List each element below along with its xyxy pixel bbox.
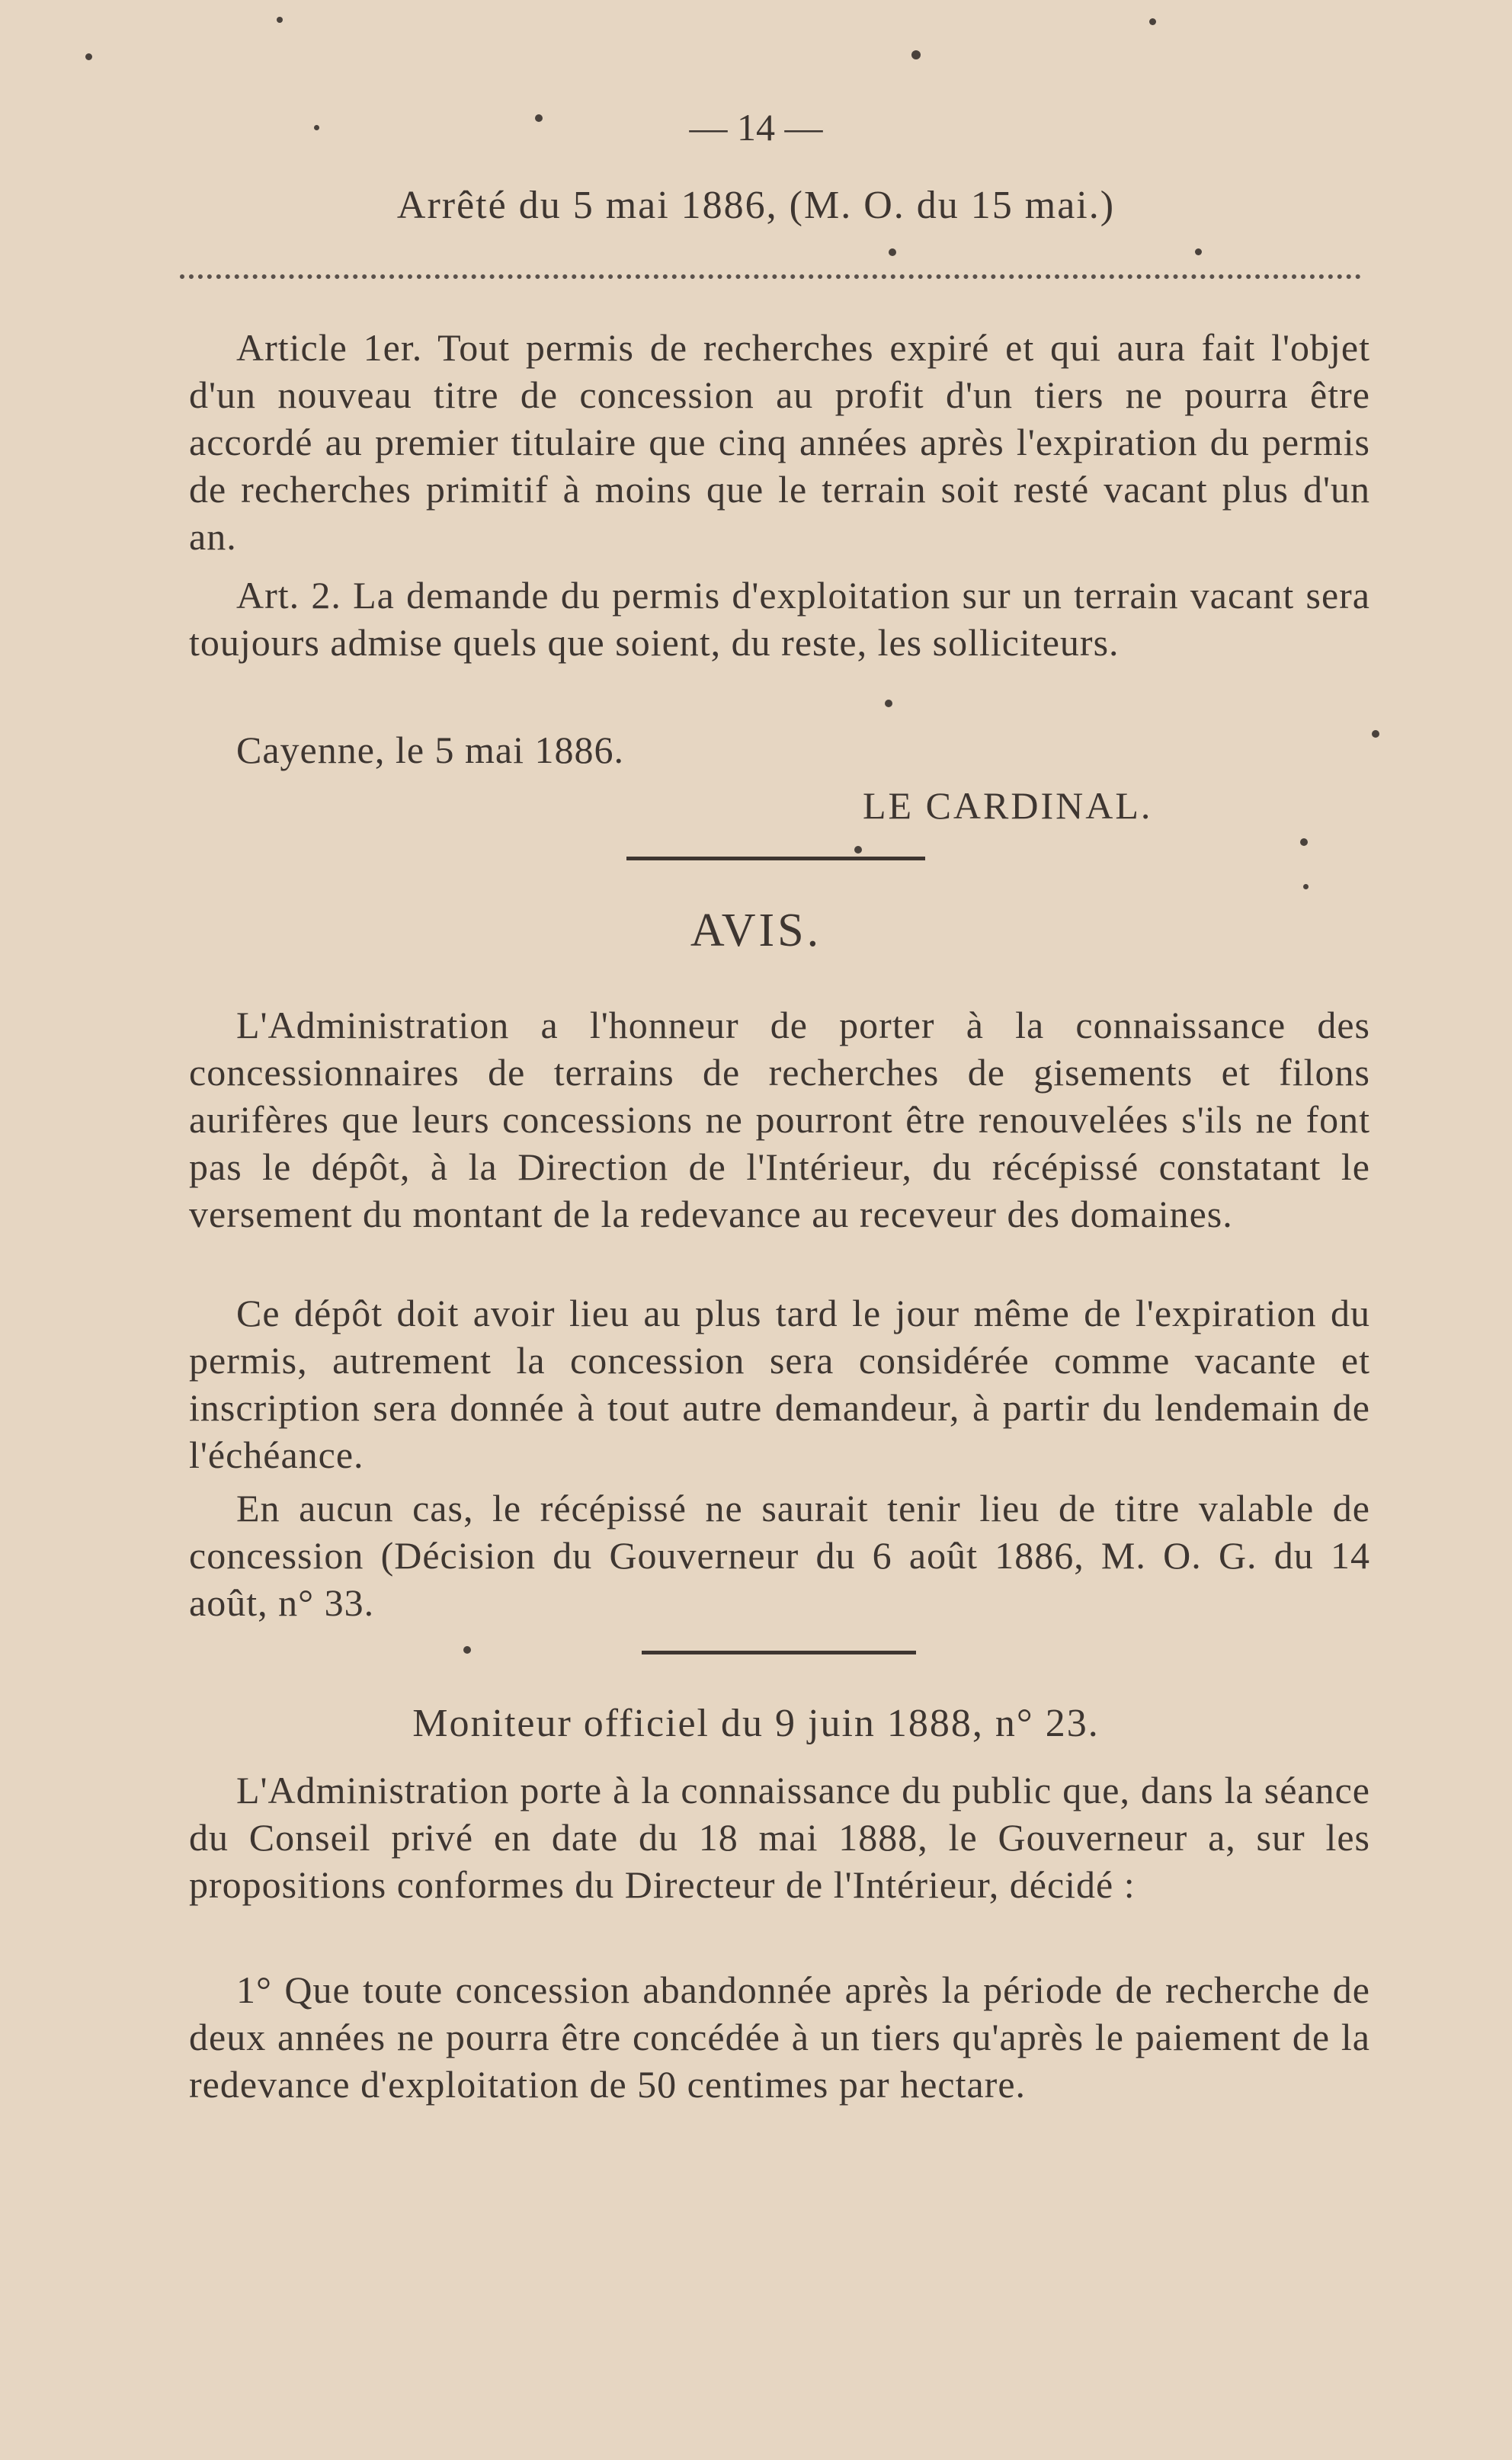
dotted-separator [180,274,1361,279]
print-speck [885,700,892,707]
signature: LE CARDINAL. [863,784,1153,827]
print-speck [85,53,92,60]
print-speck [1372,730,1379,738]
print-speck [854,846,862,854]
place-date: Cayenne, le 5 mai 1886. [236,729,624,771]
moniteur-header: Moniteur officiel du 9 juin 1888, n° 23. [412,1702,1100,1745]
print-speck [1149,18,1156,25]
moniteur-paragraph-1: L'Administration porte à la connaissance du public que, dans la séance du Conseil privé en date du 18 mai 1888, le Gouverneur a, sur les propositions conformes du Directeur de l'Intérieur, décidé : [189,1769,1370,1906]
avis-title: AVIS. [690,905,822,956]
print-speck [1300,838,1308,846]
print-speck [1195,248,1202,255]
print-speck [911,50,921,59]
avis-paragraph-3: En aucun cas, le récépissé ne saurait tenir lieu de titre valable de concession (Décision du Gouverneur du 6 août 1886, M. O. G. du 14 août, n° 33. [189,1487,1370,1624]
print-speck [889,248,896,256]
print-speck [1303,884,1309,889]
print-speck [314,125,319,130]
arrete-header: Arrêté du 5 mai 1886, (M. O. du 15 mai.) [396,184,1116,227]
print-speck [277,17,283,23]
print-speck [535,114,543,122]
moniteur-paragraph-2: 1° Que toute concession abandonnée après la période de recherche de deux années ne pourra être concédée à un tiers qu'après le paiement de la redevance d'exploitation de 50 centimes par hectare. [189,1968,1370,2106]
article-2: Art. 2. La demande du permis d'exploitation sur un terrain vacant sera toujours admise quels que soient, du reste, les solliciteurs. [189,574,1370,664]
page-number: — 14 — [689,106,823,149]
print-speck [463,1646,471,1654]
avis-paragraph-2: Ce dépôt doit avoir lieu au plus tard le jour même de l'expiration du permis, autrement la concession sera considérée comme vacante et inscription sera donnée à tout autre demandeur, à partir du lendemain de l'échéance. [189,1292,1370,1476]
article-1: Article 1er. Tout permis de recherches expiré et qui aura fait l'objet d'un nouveau titre de concession au profit d'un tiers ne pourra être accordé au premier titulaire que cinq années après l'expiration du permis de recherches primitif à moins que le terrain soit resté vacant plus d'un an. [189,326,1370,558]
avis-paragraph-1: L'Administration a l'honneur de porter à la connaissance des concessionnaires de terrains de recherches de gisements et filons aurifères que leurs concessions ne pourront être renouvelées s'ils ne font pas le dépôt, à la Direction de l'Intérieur, du récépissé constatant le versement du montant de la redevance au receveur des domaines. [189,1004,1370,1235]
section-rule-2 [642,1651,916,1654]
section-rule-1 [626,857,925,860]
